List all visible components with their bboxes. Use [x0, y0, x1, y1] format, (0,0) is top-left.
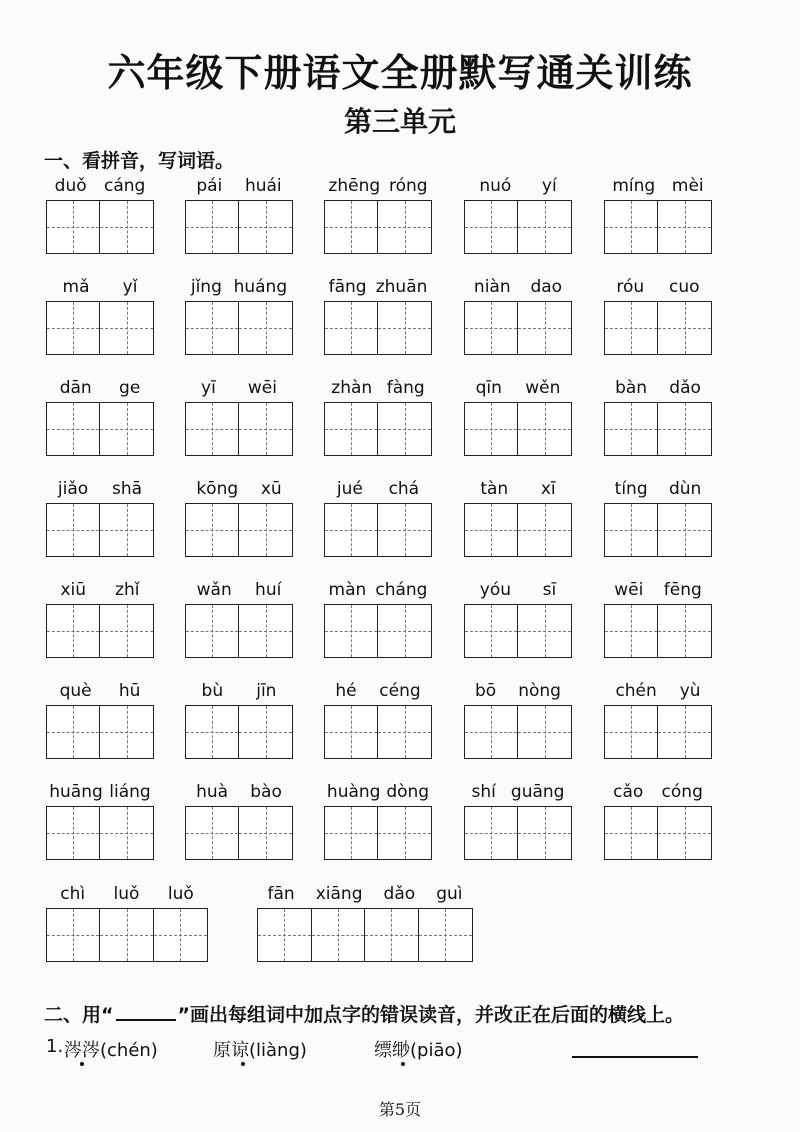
writing-box[interactable]	[518, 504, 571, 556]
character-boxes	[324, 806, 432, 860]
section1-heading: 一、看拼音，写词语。	[44, 150, 235, 172]
word-item	[46, 882, 208, 964]
writing-box[interactable]	[465, 605, 518, 657]
word-item	[464, 174, 572, 256]
writing-box[interactable]	[518, 807, 571, 859]
writing-box[interactable]	[378, 302, 431, 354]
pinyin-syllable: zhàn	[331, 378, 373, 398]
pinyin-label	[324, 578, 432, 600]
pinyin-syllable: duǒ	[54, 176, 87, 196]
writing-box[interactable]	[100, 201, 153, 253]
pinyin-label	[185, 376, 293, 398]
writing-box[interactable]	[658, 201, 711, 253]
pinyin-syllable: liáng	[109, 782, 151, 802]
word-item	[46, 780, 154, 862]
pinyin-syllable: fàng	[386, 378, 425, 398]
pinyin-syllable: guì	[436, 884, 463, 904]
pinyin-syllable: cáng	[103, 176, 146, 196]
section2-heading	[44, 1000, 684, 1027]
writing-box[interactable]	[47, 302, 100, 354]
writing-box[interactable]	[239, 605, 292, 657]
character-boxes	[46, 503, 154, 557]
pinyin-syllable: ge	[119, 378, 141, 398]
word-item	[185, 275, 293, 357]
page-title: 六年级下册语文全册默写通关训练	[107, 51, 693, 95]
word-item	[464, 376, 572, 458]
pinyin-label	[464, 578, 572, 600]
writing-box[interactable]	[518, 403, 571, 455]
word-item	[464, 477, 572, 559]
pinyin-label	[324, 477, 432, 499]
pinyin-label	[185, 578, 293, 600]
pinyin-syllable: zhēng	[328, 176, 381, 196]
pinyin-syllable: nuó	[479, 176, 512, 196]
character-boxes	[604, 806, 712, 860]
pinyin-syllable: jīn	[256, 681, 277, 701]
writing-box[interactable]	[47, 605, 100, 657]
writing-box[interactable]	[325, 605, 378, 657]
character-boxes	[257, 908, 473, 962]
character-boxes	[604, 705, 712, 759]
word-item	[604, 578, 712, 660]
pinyin-label	[46, 174, 154, 196]
writing-box[interactable]	[325, 706, 378, 758]
writing-box[interactable]	[100, 605, 153, 657]
pinyin-label	[324, 174, 432, 196]
pinyin-label	[185, 679, 293, 701]
writing-box[interactable]	[47, 909, 100, 961]
pinyin-label	[604, 174, 712, 196]
character-boxes	[46, 908, 208, 962]
pinyin-syllable: huàng	[326, 782, 381, 802]
pinyin-syllable: huáng	[233, 277, 288, 297]
writing-box[interactable]	[605, 807, 658, 859]
writing-box[interactable]	[47, 403, 100, 455]
pinyin-label	[464, 376, 572, 398]
character-boxes	[464, 200, 572, 254]
pinyin-syllable: jiǎo	[57, 479, 89, 499]
pinyin-label	[604, 275, 712, 297]
pinyin-syllable: xū	[260, 479, 282, 499]
unit-subtitle: 第三单元	[343, 105, 456, 138]
pinyin-syllable: guāng	[510, 782, 565, 802]
word-item	[46, 275, 154, 357]
pinyin-label	[324, 679, 432, 701]
pinyin-syllable: xiū	[60, 580, 87, 600]
pinyin-syllable: dùn	[668, 479, 702, 499]
character-boxes	[464, 806, 572, 860]
pinyin-syllable: yǐ	[122, 277, 138, 297]
character-boxes	[324, 200, 432, 254]
pinyin-syllable: wēi	[247, 378, 277, 398]
writing-box[interactable]	[100, 302, 153, 354]
character-boxes	[324, 301, 432, 355]
character-boxes	[46, 402, 154, 456]
pinyin-syllable: nòng	[518, 681, 561, 701]
word-item	[324, 477, 432, 559]
pinyin-syllable: mǎ	[62, 277, 90, 297]
character-boxes	[46, 705, 154, 759]
pinyin-syllable: cǎo	[613, 782, 644, 802]
writing-box[interactable]	[239, 302, 292, 354]
writing-box[interactable]	[100, 909, 153, 961]
word-item	[46, 376, 154, 458]
pinyin-label	[185, 275, 293, 297]
question1-word1: 涔涔(chén)	[64, 1040, 158, 1061]
pinyin-syllable: xiāng	[315, 884, 363, 904]
writing-box[interactable]	[100, 807, 153, 859]
writing-box[interactable]	[605, 605, 658, 657]
writing-box[interactable]	[605, 504, 658, 556]
word-item	[604, 477, 712, 559]
pinyin-syllable: zhuān	[375, 277, 428, 297]
writing-box[interactable]	[465, 807, 518, 859]
word-item	[324, 578, 432, 660]
word-item	[46, 578, 154, 660]
pinyin-label	[185, 780, 293, 802]
pinyin-syllable: dao	[530, 277, 563, 297]
word-item	[464, 578, 572, 660]
pinyin-label	[46, 376, 154, 398]
pinyin-syllable: wǎn	[196, 580, 232, 600]
writing-box[interactable]	[465, 706, 518, 758]
pinyin-syllable: wěn	[525, 378, 561, 398]
writing-box[interactable]	[378, 605, 431, 657]
character-boxes	[46, 806, 154, 860]
pinyin-label	[46, 780, 154, 802]
page-number: 第5页	[378, 1100, 422, 1119]
writing-box[interactable]	[312, 909, 366, 961]
writing-box[interactable]	[239, 706, 292, 758]
pinyin-label	[604, 780, 712, 802]
writing-box[interactable]	[658, 403, 711, 455]
character-boxes	[464, 402, 572, 456]
writing-box[interactable]	[154, 909, 207, 961]
writing-box[interactable]	[465, 403, 518, 455]
word-item	[185, 174, 293, 256]
writing-box[interactable]	[47, 201, 100, 253]
writing-box[interactable]	[186, 706, 239, 758]
pinyin-label	[324, 376, 432, 398]
writing-box[interactable]	[186, 201, 239, 253]
writing-box[interactable]	[186, 605, 239, 657]
pinyin-label	[46, 578, 154, 600]
pinyin-syllable: luǒ	[167, 884, 194, 904]
word-item	[257, 882, 473, 964]
pinyin-syllable: tíng	[614, 479, 648, 499]
pinyin-syllable: kōng	[196, 479, 239, 499]
word-item	[185, 376, 293, 458]
pinyin-syllable: yù	[679, 681, 701, 701]
pinyin-label	[464, 275, 572, 297]
word-item	[464, 679, 572, 761]
writing-box[interactable]	[605, 302, 658, 354]
writing-box[interactable]	[518, 706, 571, 758]
pinyin-syllable: màn	[328, 580, 367, 600]
pinyin-syllable: huà	[196, 782, 229, 802]
writing-box[interactable]	[518, 201, 571, 253]
pinyin-syllable: bō	[475, 681, 497, 701]
pinyin-syllable: cháng	[375, 580, 428, 600]
pinyin-syllable: niàn	[473, 277, 511, 297]
writing-box[interactable]	[186, 302, 239, 354]
pinyin-syllable: bào	[250, 782, 282, 802]
character-boxes	[185, 402, 293, 456]
writing-box[interactable]	[325, 201, 378, 253]
underline-sample	[116, 1001, 176, 1021]
character-boxes	[46, 301, 154, 355]
word-item	[604, 679, 712, 761]
character-boxes	[324, 705, 432, 759]
writing-box[interactable]	[47, 706, 100, 758]
pinyin-syllable: róng	[388, 176, 428, 196]
character-boxes	[324, 604, 432, 658]
pinyin-label	[257, 882, 473, 904]
pinyin-syllable: xī	[540, 479, 556, 499]
section2-suffix: ”画出每组词中加点字的错误读音，并改正在后面的横线上。	[177, 1004, 684, 1026]
writing-box[interactable]	[100, 504, 153, 556]
pinyin-syllable: yí	[541, 176, 557, 196]
pinyin-syllable: bàn	[615, 378, 648, 398]
writing-box[interactable]	[378, 201, 431, 253]
writing-box[interactable]	[325, 403, 378, 455]
writing-box[interactable]	[239, 504, 292, 556]
pinyin-syllable: luǒ	[113, 884, 140, 904]
pinyin-syllable: zhǐ	[115, 580, 140, 600]
pinyin-syllable: yī	[201, 378, 216, 398]
section2-prefix: 二、用“	[44, 1004, 114, 1026]
word-item	[604, 174, 712, 256]
word-item	[185, 679, 293, 761]
pinyin-label	[604, 376, 712, 398]
pinyin-syllable: cóng	[661, 782, 703, 802]
word-item	[604, 275, 712, 357]
writing-box[interactable]	[605, 403, 658, 455]
character-boxes	[46, 200, 154, 254]
word-item	[185, 578, 293, 660]
writing-box[interactable]	[325, 302, 378, 354]
writing-box[interactable]	[325, 504, 378, 556]
word-item	[604, 376, 712, 458]
character-boxes	[464, 301, 572, 355]
writing-box[interactable]	[239, 201, 292, 253]
pinyin-label	[46, 679, 154, 701]
question1-word3: 缥缈(piāo)	[374, 1040, 463, 1061]
character-boxes	[464, 503, 572, 557]
pinyin-syllable: céng	[379, 681, 421, 701]
character-boxes	[185, 301, 293, 355]
writing-box[interactable]	[47, 504, 100, 556]
writing-box[interactable]	[658, 504, 711, 556]
pinyin-syllable: fān	[267, 884, 295, 904]
writing-box[interactable]	[378, 403, 431, 455]
pinyin-syllable: hé	[335, 681, 357, 701]
pinyin-label	[464, 679, 572, 701]
writing-box[interactable]	[100, 403, 153, 455]
writing-box[interactable]	[239, 403, 292, 455]
pinyin-syllable: róu	[616, 277, 645, 297]
pinyin-label	[464, 174, 572, 196]
writing-box[interactable]	[365, 909, 419, 961]
writing-box[interactable]	[419, 909, 473, 961]
word-item	[464, 780, 572, 862]
word-item	[46, 679, 154, 761]
character-boxes	[324, 402, 432, 456]
word-item	[604, 780, 712, 862]
word-item	[324, 780, 432, 862]
pinyin-label	[604, 679, 712, 701]
pinyin-syllable: dòng	[386, 782, 430, 802]
pinyin-syllable: chá	[388, 479, 420, 499]
word-item	[185, 477, 293, 559]
writing-box[interactable]	[658, 302, 711, 354]
character-boxes	[604, 200, 712, 254]
writing-box[interactable]	[100, 706, 153, 758]
pinyin-syllable: dān	[59, 378, 92, 398]
word-item	[324, 679, 432, 761]
character-boxes	[185, 200, 293, 254]
writing-box[interactable]	[518, 605, 571, 657]
pinyin-label	[185, 174, 293, 196]
pinyin-syllable: hū	[118, 681, 141, 701]
pinyin-syllable: dǎo	[383, 884, 416, 904]
writing-box[interactable]	[465, 302, 518, 354]
character-boxes	[185, 503, 293, 557]
writing-box[interactable]	[658, 807, 711, 859]
pinyin-syllable: cuo	[669, 277, 700, 297]
pinyin-syllable: fēng	[663, 580, 702, 600]
pinyin-label	[185, 477, 293, 499]
pinyin-label	[324, 275, 432, 297]
pinyin-syllable: jué	[336, 479, 363, 499]
writing-box[interactable]	[325, 807, 378, 859]
pinyin-label	[604, 477, 712, 499]
character-boxes	[324, 503, 432, 557]
writing-box[interactable]	[378, 807, 431, 859]
character-boxes	[46, 604, 154, 658]
writing-box[interactable]	[239, 807, 292, 859]
writing-box[interactable]	[605, 706, 658, 758]
pinyin-syllable: jǐng	[190, 277, 222, 297]
pinyin-syllable: bù	[201, 681, 224, 701]
writing-box[interactable]	[518, 302, 571, 354]
pinyin-syllable: mèi	[671, 176, 704, 196]
pinyin-label	[464, 780, 572, 802]
question1-word2: 原谅(liàng)	[213, 1040, 307, 1061]
writing-box[interactable]	[465, 201, 518, 253]
word-item	[464, 275, 572, 357]
writing-box[interactable]	[378, 706, 431, 758]
word-item	[324, 376, 432, 458]
writing-box[interactable]	[186, 807, 239, 859]
writing-box[interactable]	[465, 504, 518, 556]
writing-box[interactable]	[186, 403, 239, 455]
word-item	[185, 780, 293, 862]
pinyin-syllable: pái	[196, 176, 223, 196]
character-boxes	[185, 806, 293, 860]
pinyin-syllable: dǎo	[669, 378, 701, 398]
pinyin-syllable: yóu	[479, 580, 512, 600]
pinyin-syllable: huāng	[49, 782, 103, 802]
pinyin-syllable: shí	[471, 782, 496, 802]
pinyin-syllable: míng	[612, 176, 656, 196]
character-boxes	[464, 705, 572, 759]
character-boxes	[464, 604, 572, 658]
writing-box[interactable]	[605, 201, 658, 253]
emphasis-dot	[401, 1062, 405, 1066]
pinyin-syllable: wēi	[614, 580, 644, 600]
pinyin-syllable: chì	[60, 884, 86, 904]
pinyin-syllable: chén	[615, 681, 657, 701]
writing-box[interactable]	[378, 504, 431, 556]
character-boxes	[604, 301, 712, 355]
emphasis-dot	[241, 1062, 245, 1066]
pinyin-syllable: huái	[244, 176, 282, 196]
emphasis-dot	[80, 1062, 84, 1066]
pinyin-label	[604, 578, 712, 600]
pinyin-label	[46, 882, 208, 904]
word-item	[46, 174, 154, 256]
pinyin-syllable: shā	[112, 479, 143, 499]
pinyin-label	[46, 477, 154, 499]
question1-number: 1.	[46, 1036, 64, 1057]
pinyin-syllable: huí	[255, 580, 282, 600]
answer-line[interactable]	[572, 1056, 698, 1058]
character-boxes	[185, 705, 293, 759]
word-item	[324, 275, 432, 357]
pinyin-label	[464, 477, 572, 499]
writing-box[interactable]	[658, 706, 711, 758]
pinyin-syllable: qīn	[475, 378, 502, 398]
pinyin-syllable: què	[59, 681, 92, 701]
writing-box[interactable]	[658, 605, 711, 657]
character-boxes	[604, 402, 712, 456]
word-item	[46, 477, 154, 559]
character-boxes	[185, 604, 293, 658]
pinyin-syllable: tàn	[480, 479, 509, 499]
character-boxes	[604, 604, 712, 658]
pinyin-syllable: fāng	[328, 277, 367, 297]
pinyin-label	[324, 780, 432, 802]
writing-box[interactable]	[258, 909, 312, 961]
writing-box[interactable]	[186, 504, 239, 556]
character-boxes	[604, 503, 712, 557]
pinyin-label	[46, 275, 154, 297]
pinyin-syllable: sī	[542, 580, 557, 600]
word-item	[324, 174, 432, 256]
writing-box[interactable]	[47, 807, 100, 859]
